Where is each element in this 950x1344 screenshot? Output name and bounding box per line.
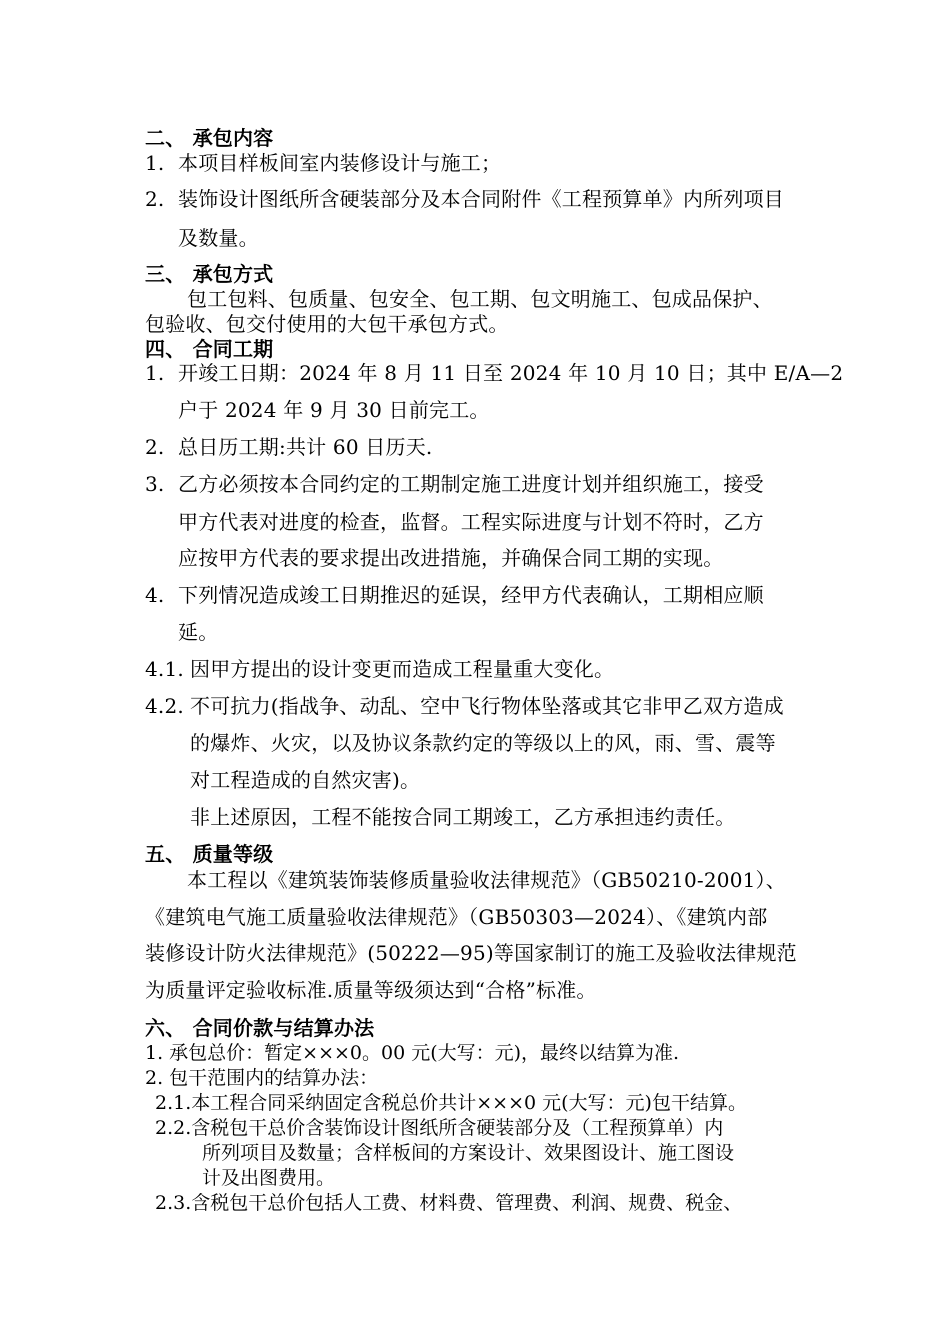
- item-number: 2.: [145, 187, 165, 211]
- item-text: 因甲方提出的设计变更而造成工程量重大变化。: [190, 657, 615, 681]
- paragraph-line: 《建筑电气施工质量验收法律规范》（GB50303—2024）、《建筑内部: [145, 905, 768, 929]
- sub-item: 2.3.含税包干总价包括人工费、材料费、管理费、利润、规费、税金、: [155, 1192, 743, 1214]
- list-item: 2. 包干范围内的结算办法：: [145, 1067, 379, 1089]
- item-text: 开竣工日期：2024 年 8 月 11 日至 2024 年 10 月 10 日；其中 E/A—2: [178, 361, 844, 385]
- item-text-continued: 延。: [178, 620, 219, 644]
- sub-item: 2.1.本工程合同采纳固定含税总价共计×××0 元(大写：元)包干结算。: [155, 1092, 747, 1114]
- paragraph-line: 本工程以《建筑装饰装修质量验收法律规范》（GB50210-2001）、: [187, 868, 786, 892]
- sub-item-continued: 计及出图费用。: [202, 1167, 336, 1189]
- item-number: 4.1.: [145, 657, 184, 681]
- item-text: 不可抗力(指战争、动乱、空中飞行物体坠落或其它非甲乙双方造成: [190, 694, 784, 718]
- paragraph-line: 为质量评定验收标准.质量等级须达到“合格”标准。: [145, 978, 597, 1002]
- paragraph-line: 包验收、包交付使用的大包干承包方式。: [145, 312, 509, 336]
- item-text: 装饰设计图纸所含硬装部分及本合同附件《工程预算单》内所列项目: [178, 187, 784, 211]
- item-text: 总日历工期:共计 60 日历天.: [178, 435, 433, 459]
- section-heading-quality: 五、 质量等级: [145, 842, 274, 866]
- item-number: 4.: [145, 583, 165, 607]
- section-heading-scope: 二、 承包内容: [145, 126, 274, 150]
- section-heading-method: 三、 承包方式: [145, 262, 274, 286]
- item-text-continued: 应按甲方代表的要求提出改进措施，并确保合同工期的实现。: [178, 546, 724, 570]
- item-text-continued: 甲方代表对进度的检查，监督。工程实际进度与计划不符时，乙方: [178, 510, 764, 534]
- item-text: 本项目样板间室内装修设计与施工；: [178, 151, 502, 175]
- section-heading-schedule: 四、 合同工期: [145, 337, 274, 361]
- item-text-continued: 户于 2024 年 9 月 30 日前完工。: [178, 398, 490, 422]
- item-text: 下列情况造成竣工日期推迟的延误，经甲方代表确认，工期相应顺: [178, 583, 764, 607]
- list-item: 1. 承包总价：暂定×××0。00 元(大写：元)，最终以结算为准.: [145, 1042, 680, 1064]
- item-number: 4.2.: [145, 694, 184, 718]
- item-number: 2.: [145, 435, 165, 459]
- paragraph-line: 包工包料、包质量、包安全、包工期、包文明施工、包成品保护、: [187, 287, 773, 311]
- item-number: 3.: [145, 472, 165, 496]
- section-heading-price: 六、 合同价款与结算办法: [145, 1016, 375, 1040]
- item-number: 1.: [145, 151, 165, 175]
- note-line: 非上述原因，工程不能按合同工期竣工，乙方承担违约责任。: [190, 805, 736, 829]
- item-number: 1.: [145, 361, 165, 385]
- paragraph-line: 装修设计防火法律规范》(50222—95)等国家制订的施工及验收法律规范: [145, 941, 797, 965]
- item-text-continued: 对工程造成的自然灾害)。: [190, 768, 421, 792]
- item-text-continued: 及数量。: [178, 226, 259, 250]
- item-text-continued: 的爆炸、火灾，以及协议条款约定的等级以上的风，雨、雪、震等: [190, 731, 776, 755]
- item-text: 乙方必须按本合同约定的工期制定施工进度计划并组织施工，接受: [178, 472, 764, 496]
- sub-item: 2.2.含税包干总价含装饰设计图纸所含硬装部分及（工程预算单）内: [155, 1117, 724, 1139]
- sub-item-continued: 所列项目及数量；含样板间的方案设计、效果图设计、施工图设: [202, 1142, 735, 1164]
